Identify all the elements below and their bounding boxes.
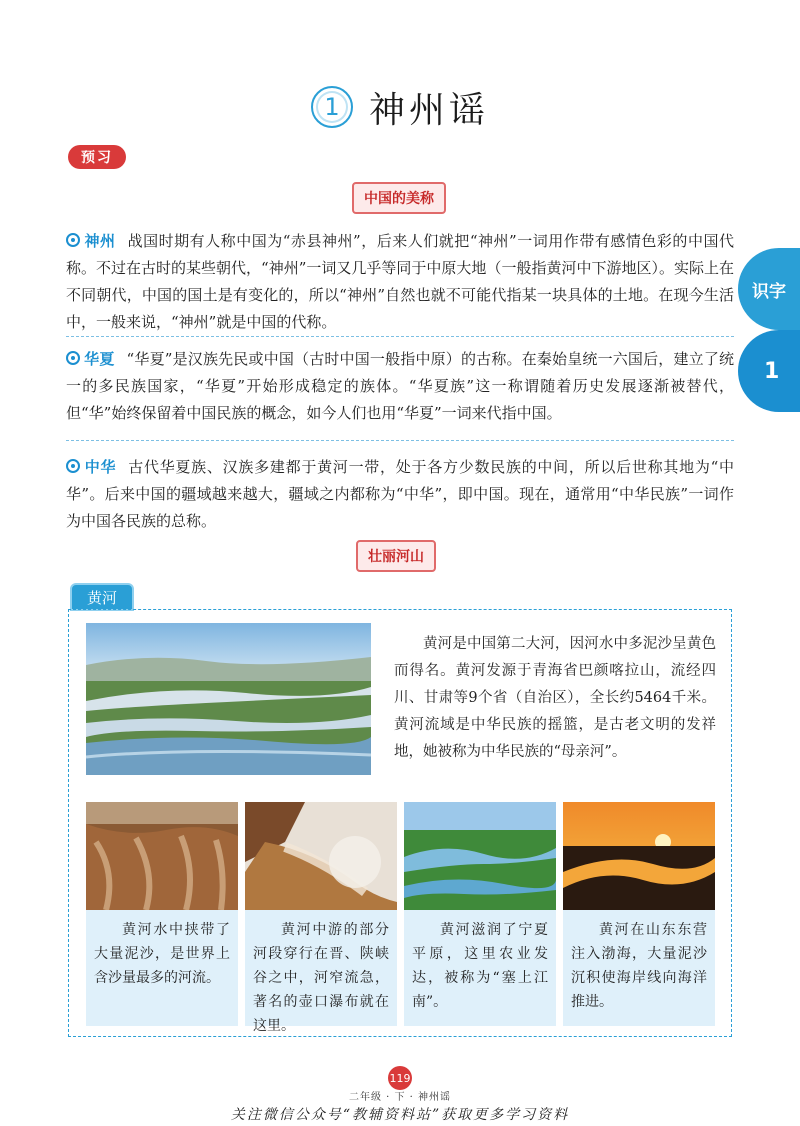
photo-ningxia-plain [404,802,556,910]
entry-term: 神州 [84,232,116,250]
lesson-number-badge: 1 [311,86,353,128]
caption-river-estuary: 黄河在山东东营注入渤海，大量泥沙沉积使海岸线向海洋推进。 [563,910,715,1026]
caption-muddy-river: 黄河水中挟带了大量泥沙，是世界上含沙量最多的河流。 [86,910,238,1026]
yellow-river-tab: 黄河 [70,583,134,611]
bullet-icon [66,459,80,473]
divider [66,336,734,337]
preview-badge: 预习 [68,145,126,169]
caption-hukou-waterfall: 黄河中游的部分河段穿行在晋、陕峡谷之中，河窄流急，著名的壶口瀑布就在这里。 [245,910,397,1026]
entry-text: “华夏”是汉族先民或中国（古时中国一般指中原）的古称。在秦始皇统一六国后，建立了统一的多民族国家，“华夏”开始形成稳定的族体。“华夏族”这一称谓随着历史发展逐渐被替代，但“华”始终保留着中国民族的概念，如今人们也用“华夏”一词来代指中国。 [66,350,734,422]
page-title: 神州谣 [368,89,489,131]
section-header-beauty: 中国的美称 [352,182,446,214]
page-number: 119 [388,1066,412,1090]
photo-muddy-river [86,802,238,910]
entry-term: 华夏 [84,350,115,368]
entry-shenzhou [66,228,734,336]
footer-note: 关注微信公众号“教辅资料站”获取更多学习资料 [230,1107,570,1123]
side-tab-literacy[interactable]: 识字 [738,248,800,330]
book-info: 二年级 · 下 · 神州谣 [348,1092,452,1103]
section-header-mountains: 壮丽河山 [356,540,436,572]
side-tab-unit-number[interactable]: 1 [738,330,800,412]
bullet-icon [66,233,80,247]
bullet-icon [66,351,80,365]
yellow-river-main-photo [86,623,371,775]
caption-ningxia-plain: 黄河滋润了宁夏平原，这里农业发达，被称为“塞上江南”。 [404,910,556,1026]
entry-term: 中华 [84,458,117,476]
photo-river-estuary-sunset [563,802,715,910]
entry-text: 古代华夏族、汉族多建都于黄河一带，处于各方少数民族的中间，所以后世称其地为“中华”。后来中国的疆域越来越大，疆域之内都称为“中华”，即中国。现在，通常用“中华民族”一词作为中国各民族的总称。 [66,458,734,530]
photo-hukou-waterfall [245,802,397,910]
entry-huaxia [66,346,734,427]
entry-text: 战国时期有人称中国为“赤县神州”，后来人们就把“神州”一词用作带有感情色彩的中国代称。不过在古时的某些朝代，“神州”一词又几乎等同于中原大地（一般指黄河中下游地区）。实际上在不同朝代，中国的国土是有变化的，所以“神州”自然也就不可能代指某一块具体的土地。在现今生活中，一般来说，“神州”就是中国的代称。 [66,232,734,331]
divider [66,440,734,441]
entry-zhonghua [66,454,734,535]
yellow-river-description: 黄河是中国第二大河，因河水中多泥沙呈黄色而得名。黄河发源于青海省巴颜喀拉山，流经四川、甘肃等9个省（自治区），全长约5464千米。黄河流域是中华民族的摇篮，是古老文明的发祥地，她被称为中华民族的“母亲河”。 [394,636,716,760]
lesson-header [0,82,800,132]
